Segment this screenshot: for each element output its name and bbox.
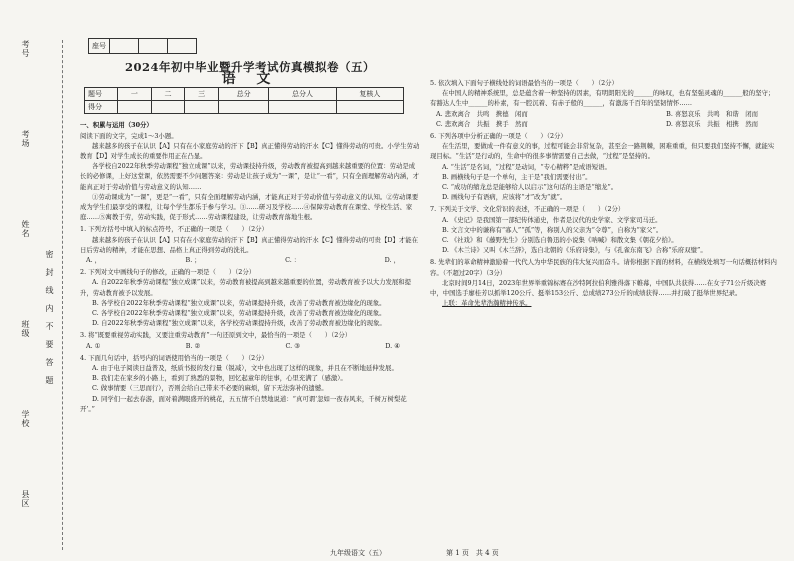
q5-option-c: C. 悲欢离合 共振 携手 然而 [436, 119, 528, 128]
question-8-answer-line[interactable]: 上联：革命先辈浩瀚精神传承。 [442, 299, 532, 308]
q6-option-d: D. 画线句子有语病，应该将“才”改为“就”。 [442, 193, 567, 202]
q5-option-d: D. 喜怒哀乐 共振 相携 然而 [665, 119, 758, 128]
q6-option-a: A. “生活”是名词，“过程”是动词，“专心精粹”是成语短语。 [442, 162, 611, 171]
q7-option-b: B. 文言文中的谦称有“寡人”“孤”等，称别人的父亲为“令尊”，自称为“家父”。 [442, 225, 663, 234]
xingming-label: 姓名 [21, 220, 30, 238]
seal-line-text: 密 封 线 内 不 要 答 题 [45, 250, 54, 385]
left-column [80, 58, 420, 553]
question-3: 3. 将“既要重视劳动实践，又要注重劳动教育”一句还原到文中，最恰当的一项是（ ）（2分） [80, 331, 352, 340]
xuexiao-label: 学校 [21, 410, 30, 428]
score-head-2: 二 [151, 88, 185, 101]
question-6: 6. 下列各项中分析正确的一项是（ ）（2分） [430, 132, 567, 141]
question-6-text: 在生活里，要做成一件有意义的事，过程可能会非常复杂，甚至会一路荆棘，困难重重，但只要我们坚持不懈，就能实现目标。“生活”是行动的，生命中的很多事情需要自己去做，“过程”是坚持的。 [430, 142, 775, 161]
question-4: 4. 下面几句话中，括号内的词语使用恰当的一项是（ ）（2分） [80, 353, 268, 362]
q4-option-b: B. 我们走在家乡的小路上，看到了熟悉的景物，回忆起童年的往事，心里充满了（感激）。 [92, 374, 347, 383]
score-head-3: 三 [185, 88, 219, 101]
question-7: 7. 下列关于文学、文化常识的表述，不正确的一项是（ ）（2分） [430, 205, 625, 214]
q7-option-a: A. 《史记》是我国第一部纪传体通史，作者是汉代的史学家、文学家司马迁。 [442, 215, 662, 224]
score-row-label: 得分 [85, 101, 118, 114]
question-5: 5. 依次填入下面句子横线处的词语最恰当的一项是（ ）（2分） [430, 79, 618, 87]
q5-options-row-2 [430, 119, 778, 129]
q2-option-b: B. 各学校自2022年秋季劳动课程“独立成课”以来，劳动课提持升级，改善了劳动教育被边缘化的现象。 [92, 298, 386, 307]
q3-option-b: B. ② [185, 341, 201, 350]
kaochang-label: 考场 [21, 130, 30, 148]
question-8-text: 北京时间9月14日，2023年世界举重锦标赛在沙特阿拉伯利雅得落下帷幕，中国队共获得……在女子71公斤级决赛中，中国选手廖桂芳以抓举120公斤、挺举153公斤、总成绩273公斤的成绩获得……并打破了挺举世界纪录。 [430, 278, 767, 298]
score-head-checker: 复核人 [336, 88, 403, 101]
q3-option-a: A. ① [86, 341, 101, 350]
score-head-total: 总分 [218, 88, 268, 101]
question-3-options [80, 341, 420, 351]
q4-option-d: D. 同学们一起去春游，面对着满眼盛开的桃花，五五情不自禁地说道：“真可谓‘忽如一夜春风来，千树万树梨花开’。” [80, 394, 407, 413]
subject-title: 语 文 [221, 71, 279, 88]
score-head-scorer: 总分人 [269, 88, 336, 101]
question-2: 2. 下列对文中画线句子的修改，正确的一项是（ ）（2分） [80, 268, 256, 277]
q5-option-a: A. 悲欢离合 共鸣 携德 闲而 [436, 109, 528, 118]
question-5-text: 在中国人的精神系统里，总是蕴含着一种坚持的因素，有明朗阳光的______的咏叹，也有坚强灵魂的______般的坚守；有豁达人生中______的朴素，有一腔沉着、有赤子般的______，有激荡千百年的坚韧情怀…… [430, 89, 775, 108]
q1-option-d: D. ， [384, 256, 400, 265]
question-1-text: 越来越多的孩子在认识【A】只有在小家庭劳动的汗下【B】真正懂得劳动的汗水【C】懂得劳动的可贵【D】才能在日后劳动的精神，才能在思想、品格上真正得到劳动的洗礼。 [80, 235, 419, 254]
q6-option-c: C. “成功的缩龙总是能够给人以启示”这句话的主语是“缩龙”。 [442, 183, 618, 192]
q5-option-b: B. 喜怒哀乐 共鸣 和谐 闭而 [666, 109, 758, 118]
question-1-options [80, 255, 420, 265]
seat-number-box [88, 38, 197, 54]
right-column [430, 78, 778, 548]
reading-para-2: 各学校自2022年秋季劳动课程“独立成课”以来，劳动课技持升级，劳动教育被提高到越来越重要的位置：劳动是成长的必修课，上好这堂课，依然需要不少问题答案：劳动是让孩子成为“一课”，是让“一看”，只有全面理解劳动内涵，才能真正对于劳动价值与劳动意义的认知…… [80, 162, 419, 191]
q3-option-c: C. ③ [285, 341, 300, 350]
xianqu-label: 县区 [21, 490, 30, 508]
q2-option-a: A. 自2022年秋季劳动课程“独立成课”以来，劳动教育被提高到越来越重要的位置，劳动教育被予以大力发展和提升，劳动教育被予以发展。 [80, 278, 412, 297]
q4-option-c: C. 做事情要（三思而行），否则会给自己带来不必要的麻烦，留下无法弥补的遗憾。 [92, 384, 328, 393]
q7-option-d: D. 《木兰诗》又叫《木兰辞》，选自北朝的《乐府诗集》，与《孔雀东南飞》合称“乐府双璧”。 [442, 246, 707, 255]
score-table [84, 87, 404, 114]
footer-subject: 九年级语文（五） [330, 549, 386, 557]
q7-option-c: C. 《社戏》和《藤野先生》分别选自鲁迅的小说集《呐喊》和散文集《朝花夕拾》。 [442, 236, 678, 245]
kaohao-label: 考号 [21, 40, 30, 58]
footer-page-number: 第 1 页 共 4 页 [446, 549, 499, 557]
q2-option-c: C. 各学校自2022年秋季劳动课程“独立成课”以来，劳动课提持升级，改善了劳动教育被边缘化的现象。 [92, 309, 386, 318]
question-1: 1. 下列方括号中填入的标点符号，不正确的一项是（ ）（2分） [80, 225, 268, 234]
reading-para-1: 越来越多的孩子在认识【A】只有在小家庭劳动的汗下【B】真正懂得劳动的汗水【C】懂得劳动的可贵。小学生劳动教育【D】对学生成长的重要作用正在凸显。 [80, 141, 420, 161]
q1-option-a: A. ， [86, 256, 102, 265]
binding-margin [0, 0, 58, 561]
q3-option-d: D. ④ [385, 341, 400, 350]
exam-title: 2024年初中毕业暨升学考试仿真模拟卷（五） [124, 60, 375, 74]
question-8: 8. 先辈们的革命精神激励着一代代人为中华民族的伟大复兴而奋斗。请你根据下面的材料，在横线处填写一句话概括材料内容。（不超过20字）（3分） [430, 258, 777, 277]
q1-option-b: B. ； [185, 256, 201, 265]
score-head-tihao: 题号 [85, 88, 118, 101]
seat-label: 座号 [89, 39, 110, 54]
reading-para-3: ①劳动课成为“一课”，更是“一看”，只有全面理解劳动内涵，才能真正对于劳动价值与劳动意义的认知。②劳动课要成为学生们最享受的课程，让每个学生都乐于参与学习。③……研习及学校……④保障劳动教育在课堂、学校生活、家庭……⑤寓教于劳，劳动实践，促于形式……劳动课程建设，让劳动教育落地生根。 [80, 192, 419, 222]
q1-option-c: C. ： [285, 256, 301, 265]
seal-line [62, 40, 63, 550]
section-1-heading: 一、积累与运用（30分） [80, 121, 153, 130]
q5-options-row-1 [430, 109, 778, 119]
banji-label: 班级 [21, 320, 30, 338]
q2-option-d: D. 自2022年秋季劳动课程“独立成课”以来，各学校劳动课提持升级，改善了劳动教育被边缘化的现象。 [92, 319, 386, 328]
q6-option-b: B. 画横线句子是一个单句，主干是“我们需要付出”。 [442, 172, 592, 181]
score-head-1: 一 [118, 88, 152, 101]
reading-intro: 阅读下面的文字，完成1～3小题。 [80, 131, 178, 140]
q4-option-a: A. 由于电子阅读日益普及，纸质书报的发行量（锐减），文中也出现了这样的现象，并且在不断地延伸发展。 [92, 364, 398, 373]
